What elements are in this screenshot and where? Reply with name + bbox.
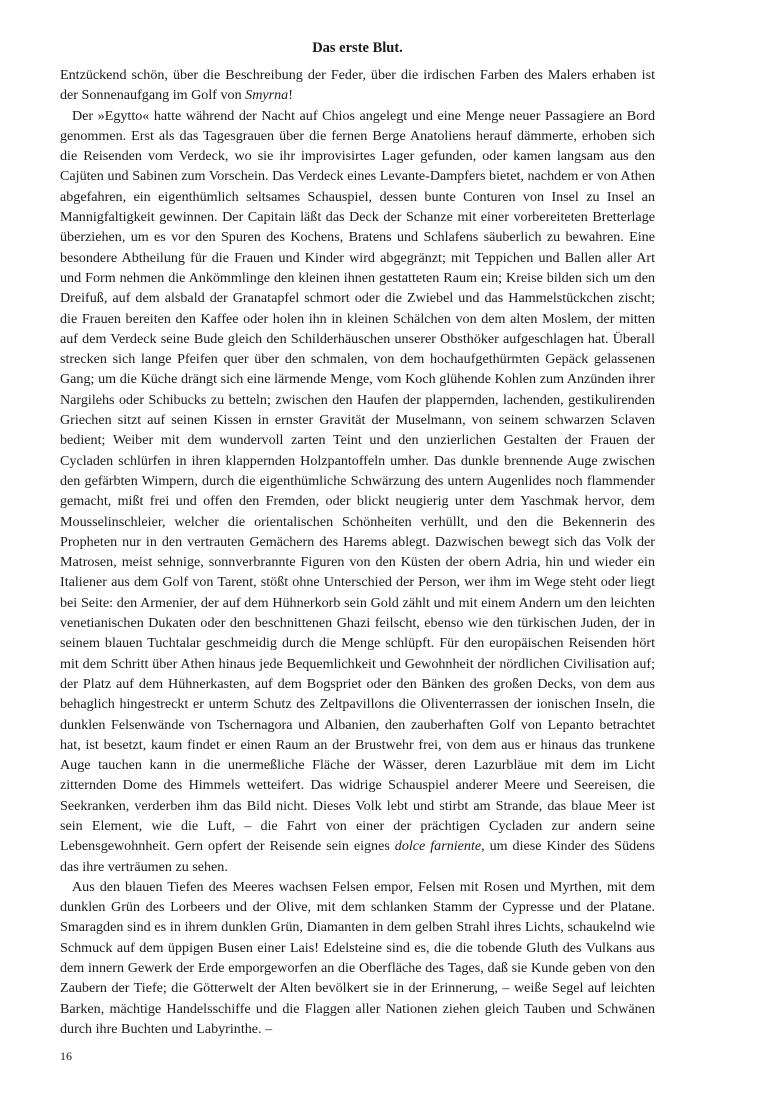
italic-run: Smyrna xyxy=(245,87,289,104)
text-run: Aus den blauen Tiefen des Meeres wachsen Felsen empor, Felsen mit Rosen und Myrthen, mit dem dunklen Grün des Lorbeers und der Olive, mit dem schlanken Stamm der Cypresse und der Platane. Smaragden sind es in ihrem dunklen Grün, Diamanten in dem gelben Strahl ihres Lichts, schaukelnd wie Schmuck auf dem üppigen Busen einer Lais! Edelsteine sind es, die die tobende Gluth des Vulkans aus dem innern Gewerk der Erde emporgeworfen an die Oberfläche des Tages, daß sie Kunde geben von den Zaubern der Tiefe; die Götterwelt der Alten bevölkert sie in der Erinnerung, – weiße Segel auf leichten Barken, mächtige Handelsschiffe und die Flaggen aller Nationen ziehen gleich Tauben und Schwänen durch ihre Buchten und Labyrinthe. – xyxy=(60,878,655,1037)
paragraph-1 xyxy=(60,65,655,106)
text-run: Der »Egytto« hatte während der Nacht auf Chios angelegt und eine Menge neuer Passagiere an Bord genommen. Erst als das Tagesgrauen über die fernen Berge Anatoliens herauf dämmerte, erhoben sich die Reisenden vom Verdeck, wo sie ihr improvisirtes Lager gefunden, oder kamen langsam aus den Cajüten und Sabinen zum Vorschein. Das Verdeck eines Levante-Dampfers bietet, nachdem er von Athen abgefahren, ein eigenthümlich seltsames Schauspiel, dessen bunte Conturen von Insel zu Insel an Mannigfaltigkeit gewinnen. Der Capitain läßt das Deck der Schanze mit einer vorbereiteten Bretterlage überziehen, um es vor den Spuren des Kochens, Bratens und Schlafens säuberlich zu bewahren. Eine besondere Abtheilung für die Frauen und Kinder wird abgegränzt; mit Teppichen und Ballen aller Art und Form nehmen die Ankömmlinge den kleinen ihnen gestatteten Raum ein; Kreise bilden sich um den Dreifuß, auf dem alsbald der Granatapfel schmort oder die Zwiebel und das Hammelstückchen zischt; die Frauen bereiten den Kaffee oder holen ihn in kleinen Schälchen von dem alten Moslem, der mitten auf dem Verdeck seine Bude gleich den Schilderhäuschen unserer Obsthöker aufgeschlagen hat. Überall strecken sich lange Pfeifen quer über den schmalen, von dem hochaufgethürmten Gepäck gelassenen Gang; um die Küche drängt sich eine lärmende Menge, vom Koch glühende Kohlen zum Anzünden ihrer Nargilehs oder Schibucks zu betteln; zwischen den Haufen der plappernden, lachenden, gestikulirenden Griechen sitzt auf seinen Kissen in ernster Gravität der Muselmann, von seinem schwarzen Sclaven bedient; Weiber mit dem wundervoll zarten Teint und den unzierlichen Gestalten der Frauen der Cycladen schlürfen in ihren klappernden Holzpantoffeln umher. Das dunkle brennende Auge zwischen den gefärbten Wimpern, durch die eigenthümliche Schwärzung des untern Augenlides noch flammender gemacht, mißt frei und offen den Fremden, oder blickt neugierig unter dem Yaschmak hervor, dem Mousselinschleier, welcher die orientalischen Schönheiten verhüllt, und den die Bekennerin des Propheten nur in den vertrauten Gemächern des Harems ablegt. Dazwischen bewegt sich das Volk der Matrosen, meist sehnige, sonnverbrannte Figuren von den Küsten der obern Adria, hin und wieder ein Italiener aus dem Golf von Tarent, stößt ohne Unterschied der Person, wer ihm im Wege steht oder liegt bei Seite: den Armenier, der auf dem Hühnerkorb sein Gold zählt und mit einem Andern um den leichten venetianischen Dukaten oder den beschnittenen Ghazi feilscht, ebenso wie den türkischen Juden, der in seinem blauen Tuchtalar geschmeidig durch die Menge schlüpft. Für den europäischen Reisenden hört mit dem Schritt über Athen hinaus jede Bequemlichkeit und Gewohnheit der nördlichen Civilisation auf; der Platz auf dem Hühnerkasten, auf dem Bogspriet oder den Bänken des großen Decks, von dem aus behaglich hingestreckt er unterm Schutz des Zeltpavillons die Oliventerrassen der ionischen Inseln, die dunklen Felsenwände von Tschernagora und Albanien, den zauberhaften Golf von Lepanto betrachtet hat, ist besetzt, kaum findet er einen Raum an der Brustwehr frei, von dem aus er hinaus das trunkene Auge tauchen kann in die unermeßliche Fläche der Wässer, deren Lazurbläue mit dem im Licht zitternden Dome des Himmels wetteifert. Das widrige Schauspiel anderer Meere und Seereisen, die Seekranken, verderben ihm das Bild nicht. Dieses Volk lebt und stirbt am Strande, das blaue Meer ist sein Element, wie die Luft, – die Fahrt von einer der prächtigen Cycladen zur andern seine Lebensgewohnheit. Gern opfert der Reisende sein eignes xyxy=(60,107,655,855)
chapter-title: Das erste Blut. xyxy=(312,40,403,56)
paragraph-2 xyxy=(60,106,655,877)
paragraph-3 xyxy=(60,877,655,1039)
page-body xyxy=(60,38,655,1039)
text-run: um diese Kinder des Südens das ihre verträumen zu sehen. xyxy=(60,838,655,875)
text-run: ! xyxy=(288,87,293,104)
text-run: Entzückend schön, über die Beschreibung der Feder, über die irdischen Farben des Malers erhaben ist der Sonnenaufgang im Golf von xyxy=(60,67,655,104)
italic-run: dolce farniente, xyxy=(394,838,485,855)
page-number: 16 xyxy=(60,1049,72,1063)
